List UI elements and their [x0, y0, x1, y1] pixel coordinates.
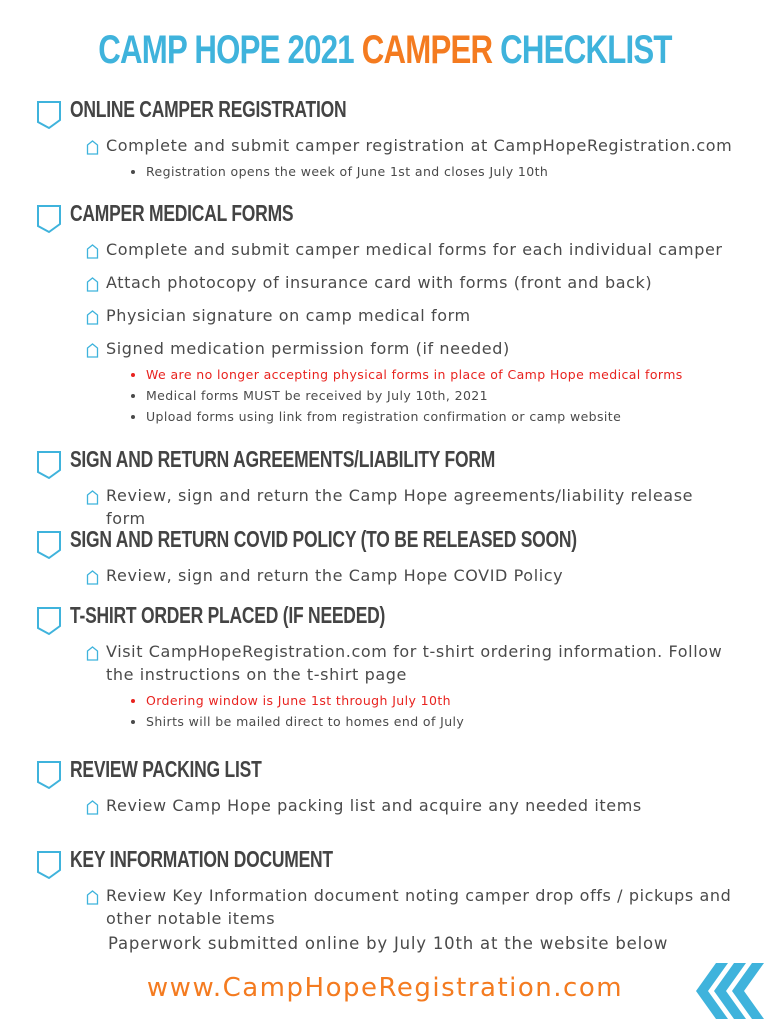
- task-item: [86, 564, 736, 587]
- section-heading: SIGN AND RETURN AGREEMENTS/LIABILITY FORM: [70, 446, 496, 472]
- checkbox-icon[interactable]: [86, 138, 99, 153]
- checkbox-icon[interactable]: [86, 488, 99, 503]
- title-part-1: CAMP HOPE 2021: [98, 28, 354, 72]
- section-heading: KEY INFORMATION DOCUMENT: [70, 846, 333, 872]
- note-item: • Upload forms using link from registration confirmation or camp website: [146, 406, 736, 427]
- section-header: [36, 200, 736, 232]
- website-link[interactable]: www.CampHopeRegistration.com: [146, 973, 624, 1003]
- shield-checkbox-icon[interactable]: [36, 850, 64, 880]
- title-part-3: CHECKLIST: [500, 28, 672, 72]
- task-text: Complete and submit camper registration at CampHopeRegistration.com: [106, 136, 733, 155]
- task-text: Physician signature on camp medical form: [106, 306, 471, 325]
- checkbox-icon[interactable]: [86, 275, 99, 290]
- task-text: Review, sign and return the Camp Hope COVID Policy: [106, 566, 564, 585]
- checklist-section: [36, 526, 736, 587]
- task-text: Review, sign and return the Camp Hope agreements/liability release form: [106, 486, 694, 528]
- shield-checkbox-icon[interactable]: [36, 450, 64, 480]
- task-text: Visit CampHopeRegistration.com for t-shirt ordering information. Follow the instructions on the t-shirt page: [106, 642, 723, 684]
- checklist-section: [36, 846, 736, 930]
- task-item: [86, 304, 736, 327]
- checkbox-icon[interactable]: [86, 644, 99, 659]
- section-heading: REVIEW PACKING LIST: [70, 756, 262, 782]
- checkbox-icon[interactable]: [86, 888, 99, 903]
- task-text: Complete and submit camper medical forms for each individual camper: [106, 240, 723, 259]
- chevron-logo-icon: [694, 963, 764, 1019]
- shield-checkbox-icon[interactable]: [36, 760, 64, 790]
- section-header: [36, 602, 736, 634]
- checkbox-icon[interactable]: [86, 798, 99, 813]
- section-heading: T-SHIRT ORDER PLACED (IF NEEDED): [70, 602, 386, 628]
- section-heading: SIGN AND RETURN COVID POLICY (TO BE RELEASED SOON): [70, 526, 577, 552]
- section-header: [36, 846, 736, 878]
- notes-list: [36, 690, 736, 732]
- section-header: [36, 756, 736, 788]
- notes-list: [36, 364, 736, 427]
- checklist-section: [36, 96, 736, 182]
- footer-note: Paperwork submitted online by July 10th at the website below: [108, 934, 669, 953]
- page-title: [85, 28, 686, 73]
- checklist-section: [36, 446, 736, 530]
- shield-checkbox-icon[interactable]: [36, 606, 64, 636]
- section-heading: CAMPER MEDICAL FORMS: [70, 200, 294, 226]
- task-text: Review Key Information document noting camper drop offs / pickups and other notable items: [106, 886, 732, 928]
- checkbox-icon[interactable]: [86, 242, 99, 257]
- task-text: Signed medication permission form (if needed): [106, 339, 510, 358]
- task-item: [86, 337, 736, 360]
- shield-checkbox-icon[interactable]: [36, 530, 64, 560]
- checkbox-icon[interactable]: [86, 341, 99, 356]
- note-item-warning: • We are no longer accepting physical forms in place of Camp Hope medical forms: [146, 364, 736, 385]
- task-item: [86, 134, 736, 157]
- checklist-section: [36, 756, 736, 817]
- task-item: [86, 238, 736, 261]
- section-header: [36, 96, 736, 128]
- shield-checkbox-icon[interactable]: [36, 204, 64, 234]
- notes-list: [36, 161, 736, 182]
- task-item: [86, 794, 736, 817]
- note-item: • Medical forms MUST be received by July 10th, 2021: [146, 385, 736, 406]
- section-header: [36, 526, 736, 558]
- shield-checkbox-icon[interactable]: [36, 100, 64, 130]
- note-item: • Registration opens the week of June 1st and closes July 10th: [146, 161, 736, 182]
- note-item-warning: • Ordering window is June 1st through July 10th: [146, 690, 736, 711]
- checkbox-icon[interactable]: [86, 308, 99, 323]
- task-text: Review Camp Hope packing list and acquire any needed items: [106, 796, 642, 815]
- task-item: [86, 484, 736, 530]
- task-item: [86, 640, 736, 686]
- checklist-section: [36, 602, 736, 732]
- section-heading: ONLINE CAMPER REGISTRATION: [70, 96, 347, 122]
- task-text: Attach photocopy of insurance card with forms (front and back): [106, 273, 653, 292]
- task-item: [86, 271, 736, 294]
- section-header: [36, 446, 736, 478]
- title-part-2: CAMPER: [361, 28, 493, 72]
- note-item: • Shirts will be mailed direct to homes end of July: [146, 711, 736, 732]
- checkbox-icon[interactable]: [86, 568, 99, 583]
- task-item: [86, 884, 736, 930]
- checklist-section: [36, 200, 736, 427]
